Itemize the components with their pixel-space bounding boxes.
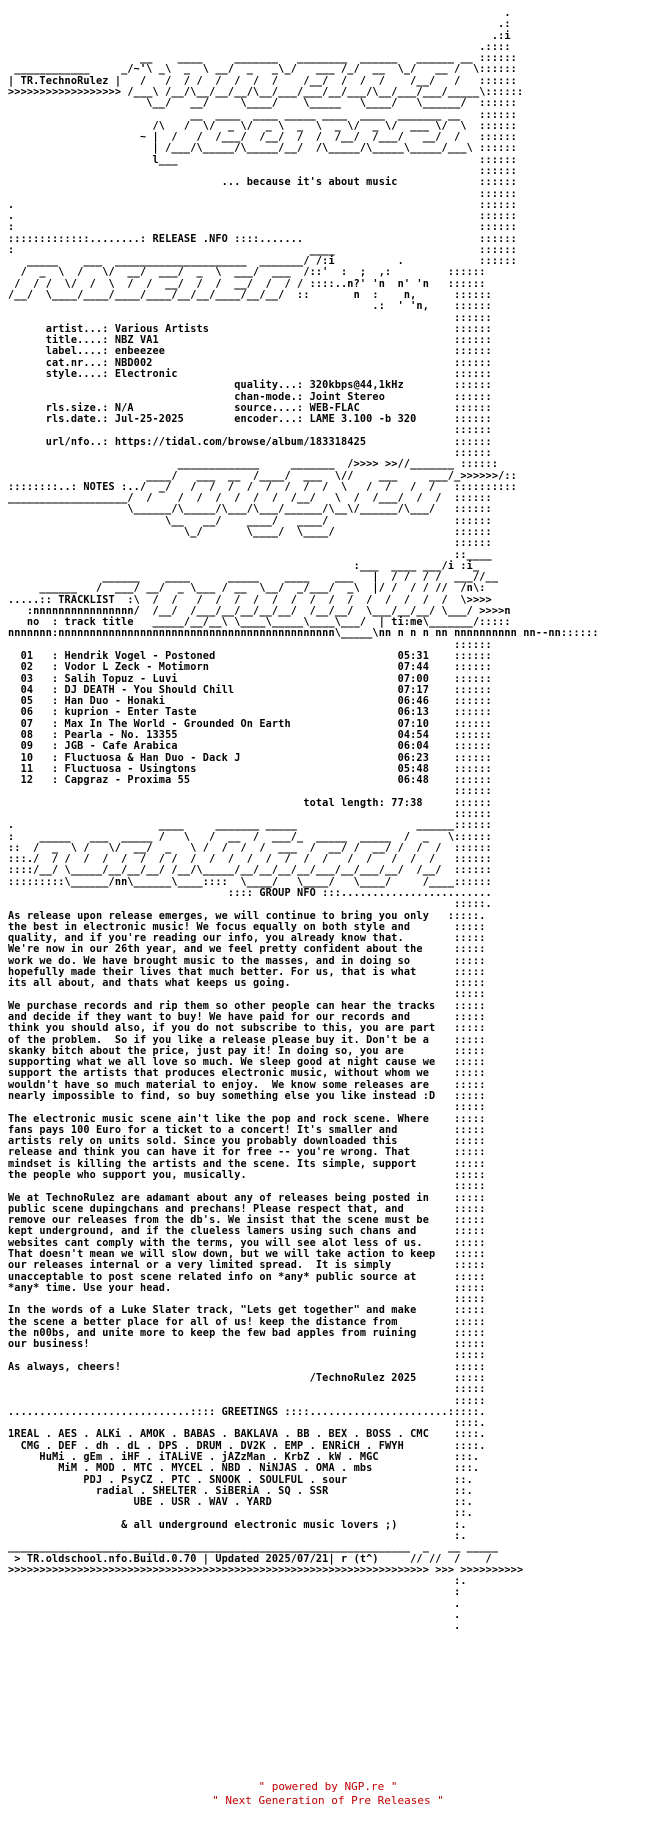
footer-tagline: " Next Generation of Pre Releases " <box>212 1794 444 1807</box>
nfo-text: . .: .:i .:::: __ ____ _______ ________ ______ ______ __ :::::: ____________ _/~'\ _\ _ \ __/ _ _\_/ ___ /_/ __ \_/ __ / \:::::: | TR.TechnoRulez | / / / / / / / / /__/ / / / /__/ / :::::: >>>>>>>>>>>>>>>>>> /___\ /__/\__/__/__/\__/___/___/__/___/\__/___/___/_____\:::::: \__/ __/ \____/ \_____ \____/ \______/ :::::: __ ____ ____ _____ ____ ____ _______ __ :::::: /\ / \/ _ \/ _ \ _ \ _ \/ _ \/ ___ \/ \ :::::: ~ | / / /___/ /__/ / / /__/ /___/ __/ / :::::: | /___/\_____/\_____/__/ /\_____/\_____\_____/___\ :::::: l___ :::::: :::::: ... because it's about music :::::: :::::: . :::::: . :::::: : :::::: :::::::::::::........: RELEASE .NFO ::::....... :::::: : ____ :::::: _____ ___ _____________________ _______/ /:i . :::::: / _ \ / \/ __/ ___/ _ \ ___/ ___ /::' : ; ,: :::::: / / / \/ / \ / / __/ / / __/ / / / ::::..n?' 'n n' 'n :::::: /__/ \____/____/____/____/__/__/____/__/__/ :: n : n, :::::: .: ' 'n, :::::: :::::: artist...: Various Artists :::::: title....: NBZ VA1 :::::: label....: enbeezee :::::: cat.nr...: NBD002 :::::: style....: Electronic :::::: quality...: 320kbps@44,1kHz :::::: chan-mode.: Joint Stereo :::::: rls.size.: N/A source....: WEB-FLAC :::::: rls.date.: Jul-25-2025 encoder...: LAME 3.100 -b 320 :::::: :::::: url/nfo..: https://tidal.com/browse/album/183318425 :::::: :::::: _____________ _______ />>>> >>//_______ :::::: ____/ ___ __ /____/ ___ \// ___ ___/_>>>>>>/:: ::::::::..: NOTES :../ _/ / / / / / / / / \ / / / / :::::::::: ___________________/ / / / / / / / /__/ \ / /___/ / / :::::: \______/\_____/\___/\___/______/\__\/______/\___/ :::::: \__ __/ ____/ ____/ :::::: \_/ \____/ \____/ :::::: :::::: ::____ :___ ____ ___/i :i_ ______ ____ _____ ____ ___ | / / / / ___//__ ______ / ___/ __/ _ \___ / __ \__/ _/___/ _\ |/ / / / // /n\: .....:: TRACKLIST :\ / / / / / / / / / / / / / / / / \>>>> :nnnnnnnnnnnnnnnn/ /__/ /___/__/__/__/__/ /__/__/ \___/__/__/ \___/ >>>>n no : track title _____/__/__\ \____\_____\____\___/ | ti:me\_______/::::: nnnnnnn:nnnnnnnnnnnnnnnnnnnnnnnnnnnnnnnnnnnnnnnnnnnn\_____\nn n n n nn nnnnnnnnnn nn--nn:::::: :::::: 01 : Hendrik Vogel - Postoned 05:31 :::::: 02 : Vodor L Zeck - Motimorn 07:44 :::::: 03 : Salih Topuz - Luvi 07:00 :::::: 04 : DJ DEATH - You Should Chill 07:17 :::::: 05 : Han Duo - Honaki 06:46 :::::: 06 : kuprion - Enter Taste 06:13 :::::: 07 : Max In The World - Grounded On Earth 07:10 :::::: 08 : Pearla - No. 13355 04:54 :::::: 09 : JGB - Cafe Arabica 06:04 :::::: 10 : Fluctuosa & Han Duo - Dack J 06:23 :::::: 11 : Fluctuosa - Usingtons 05:48 :::::: 12 : Capgraz - Proxima 55 06:48 :::::: :::::: total length: 77:38 :::::: :::::: . ____ _______ _____ ______:::::: : _____ ___ _____ / \ / __ / ___/_ _____ _____ / _ \:::::: :: / _ \ / \/ __/ _ \ / / / / ___ / __/ / __/ / / / :::::: :::./ / / / / / / / / / / / / / / / / / / / / / :::::: ::::/__/ \_____/__/__/__/ /__/\_____/__/__/__/__/___/__/___/__/ /__/ :::::: :::::::::\______/nn\______\____:::: \____/ \____/ \____/ /____:::::: :::: GROUP NFO :::........................ :::::. As release upon release emerges, we will continue to bring you only :::::. the best in electronic music! We focus equally on both style and ::::: quality, and if you're reading our info, you already know that. ::::: We're now in our 26th year, and we feel pretty confident about the ::::: work we do. We have brought music to the masses, and in doing so ::::: hopefully made their lives that much better. For us, that is what ::::: its all about, and thats what keeps us going. ::::: ::::: We purchase records and rip them so other people can hear the tracks ::::: and decide if they want to buy! We have paid for our records and ::::: think you should also, if you do not subscribe to this, you are part ::::: of the problem. So if you like a release please buy it. Don't be a ::::: skanky bitch about the price, just pay it! In doing so, you are ::::: supporting what we all love so much. We sleep good at night cause we ::::: support the artists that produces electronic music, without whom we ::::: wouldn't have so much material to enjoy. We know some releases are ::::: nearly impossible to find, so buy something else you like instead :D ::::: ::::: The electronic music scene ain't like the pop and rock scene. Where ::::: fans pays 100 Euro for a ticket to a concert! It's smaller and ::::: artists rely on units sold. Since you probably downloaded this ::::: release and think you can have it for free -- you're wrong. That ::::: mindset is killing the artists and the scene. Its simple, support ::::: the people who support you, musically. ::::: ::::: We at TechnoRulez are adamant about any of releases being posted in ::::: public scene dupingchans and prechans! Please respect that, and ::::: remove our releases from the db's. We insist that the scene must be ::::: kept underground, and if the clueless lamers using such chans and ::::: websites cant comply with the terms, you will see alot less of us. ::::: That doesn't mean we will slow down, but we will take action to keep ::::: our releases internal or a very limited spread. It is simply ::::: unacceptable to post scene related info on *any* public source at ::::: *any* time. Use your head. ::::: ::::: In the words of a Luke Slater track, "Lets get together" and make ::::: the scene a better place for all of us! keep the distance from ::::: the n00bs, and unite more to keep the few bad apples from ruining ::::: our business! ::::: ::::: As always, cheers! ::::: /TechnoRulez 2025 ::::: ::::: ::::: .............................:::: GREETINGS ::::......................:::::. ::::. 1REAL . AES . ALKi . AMOK . BABAS . BAKLAVA . BB . BEX . BOSS . CMC ::::. CMG . DEF . dh . dL . DPS . DRUM . DV2K . EMP . ENRiCH . FWYH ::::. HuMi . gEm . iHF . iTALiVE . jAZzMan . KrbZ . kW . MGC :::. MiM . MOD . MTC . MYCEL . NBD . NiNJAS . OMA . mbs :::. PDJ . PsyCZ . PTC . SNOOK . SOULFUL . sour ::. radial . SHELTER . SiBERiA . SQ . SSR ::. UBE . USR . WAV . YARD ::. ::. & all underground electronic music lovers ;) :. :. ________________________________________________________________ _ __ _____ > TR.oldschool.nfo.Build.0.70 | Updated 2025/07/21| r (t^) // // / / >>>>>>>>>>>>>>>>>>>>>>>>>>>>>>>>>>>>>>>>>>>>>>>>>>>>>>>>>>>>>>>>>>> >>> >>>>>>>>>> :. : . . . <box>8 8 599 1633</box>
footer-powered-by: " powered by NGP.re " <box>258 1780 398 1793</box>
